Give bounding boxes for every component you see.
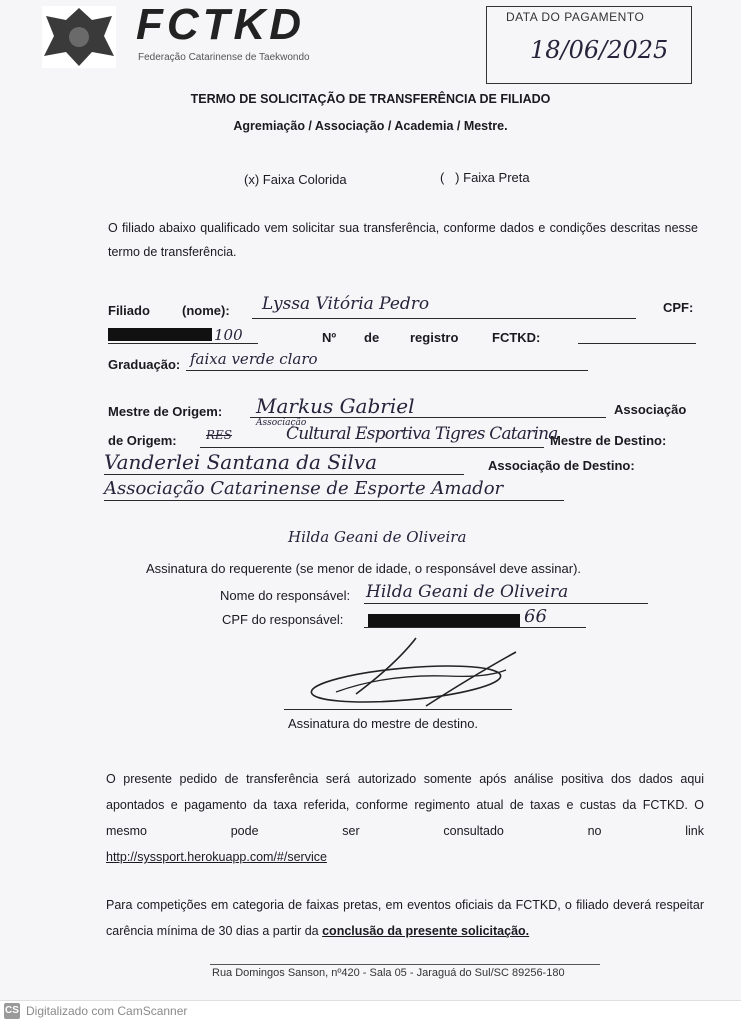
responsavel-value: Hilda Geani de Oliveira xyxy=(366,582,569,602)
option-label: Faixa Colorida xyxy=(262,172,347,187)
assoc-origem-underline xyxy=(200,447,544,448)
scanner-text: Digitalizado com CamScanner xyxy=(26,1004,188,1018)
registro-label-n: Nº xyxy=(322,330,337,345)
check-mark: ( ) xyxy=(440,170,460,185)
graduacao-label: Graduação: xyxy=(108,357,181,372)
checkbox-faixa-preta xyxy=(440,170,530,185)
notice-link[interactable]: http://syssport.herokuapp.com/#/service xyxy=(106,850,327,864)
cpf-responsavel-label: CPF do responsável: xyxy=(222,612,344,627)
mestre-origem-value: Markus Gabriel xyxy=(256,394,415,418)
mestre-signature-scribble xyxy=(296,634,536,714)
registro-label-fctkd: FCTKD: xyxy=(492,330,541,345)
mestre-destino-label: Mestre de Destino: xyxy=(550,433,667,448)
mestre-caption: Assinatura do mestre de destino. xyxy=(288,716,479,731)
footer-divider xyxy=(210,964,600,965)
graduacao-underline xyxy=(186,370,588,371)
fctkd-logo xyxy=(42,6,116,68)
registro-label-registro: registro xyxy=(410,330,459,345)
payment-date-label: DATA DO PAGAMENTO xyxy=(506,10,645,24)
associacao-label: Associação xyxy=(614,402,687,417)
mestre-destino-value: Vanderlei Santana da Silva xyxy=(104,450,378,474)
cpf-underline xyxy=(108,343,258,344)
graduacao-value: faixa verde claro xyxy=(190,350,318,368)
assoc-origem-struck: RES xyxy=(206,428,233,442)
checkbox-faixa-colorida xyxy=(244,172,347,187)
cpf-redaction xyxy=(108,328,212,341)
document-subtitle: Agremiação / Associação / Academia / Mestre. xyxy=(233,119,508,133)
payment-date-value: 18/06/2025 xyxy=(530,36,669,64)
responsavel-label: Nome do responsável: xyxy=(220,588,351,603)
assoc-destino-label: Associação de Destino: xyxy=(488,458,635,473)
cpf-responsavel-underline xyxy=(364,627,586,628)
mestre-origem-label: Mestre de Origem: xyxy=(108,404,223,419)
assoc-destino-value: Associação Catarinense de Esporte Amador xyxy=(104,478,504,499)
responsavel-underline xyxy=(364,603,648,604)
option-label: Faixa Preta xyxy=(463,170,530,185)
competition-underlined: conclusão da presente solicitação. xyxy=(322,924,530,938)
requerente-caption: Assinatura do requerente (se menor de idade, o responsável deve assinar). xyxy=(146,561,582,576)
cpf-responsavel-redaction xyxy=(368,614,520,627)
intro-paragraph: O filiado abaixo qualificado vem solicitar sua transferência, conforme dados e condições descritas nesse termo de transferência. xyxy=(108,221,698,259)
mestre-signature-line xyxy=(284,709,512,710)
assoc-origem-value: Cultural Esportiva Tigres Catarina xyxy=(286,424,558,444)
filiado-underline xyxy=(252,318,636,319)
registro-label-de: de xyxy=(364,330,380,345)
cpf-responsavel-suffix: 66 xyxy=(524,606,547,627)
brand-subtitle: Federação Catarinense de Taekwondo xyxy=(138,52,310,63)
cpf-label: CPF: xyxy=(663,300,694,315)
cpf-suffix: 100 xyxy=(214,326,243,344)
document-title: TERMO DE SOLICITAÇÃO DE TRANSFERÊNCIA DE FILIADO xyxy=(190,92,551,106)
filiado-label: Filiado xyxy=(108,303,150,318)
mestre-destino-underline xyxy=(104,474,464,475)
competition-paragraph xyxy=(106,892,704,944)
filiado-name: Lyssa Vitória Pedro xyxy=(262,294,430,314)
check-mark: (x) xyxy=(244,172,260,187)
brand-name: FCTKD xyxy=(136,0,306,49)
requerente-signature: Hilda Geani de Oliveira xyxy=(288,528,467,546)
notice-text: O presente pedido de transferência será autorizado somente após análise positiva dos dados aqui apontados e pagamento da taxa referida, conforme regimento atual de taxas e custas da FCTKD. O mesmo pode ser consultado no link xyxy=(106,772,704,838)
notice-paragraph xyxy=(106,766,704,870)
assoc-origem-superscript: Associação xyxy=(256,418,307,428)
camscanner-icon: CS xyxy=(4,1003,20,1019)
de-origem-label: de Origem: xyxy=(108,433,177,448)
competition-text: Para competições em categoria de faixas pretas, em eventos oficiais da FCTKD, o filiado deverá respeitar carência mínima de 30 dias a partir da xyxy=(106,898,704,938)
registro-underline xyxy=(578,343,696,344)
footer-address: Rua Domingos Sanson, nº420 - Sala 05 - Jaraguá do Sul/SC 89256-180 xyxy=(212,967,565,979)
nome-label: (nome): xyxy=(182,303,230,318)
assoc-destino-underline xyxy=(104,500,564,501)
